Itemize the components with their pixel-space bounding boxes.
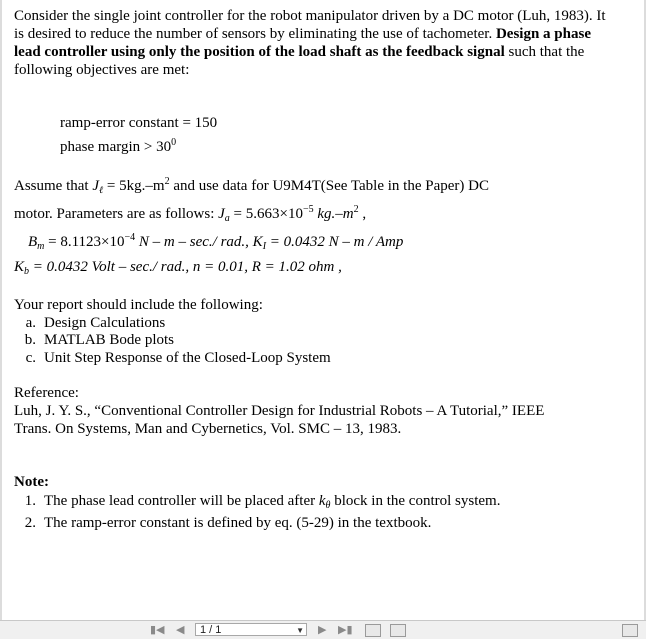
assume-line (14, 177, 489, 195)
ja-unit: kg.–m (313, 206, 354, 222)
ja-exponent: −5 (302, 204, 314, 215)
ja-symbol: J (218, 206, 225, 222)
report-item-b (14, 331, 174, 349)
assume-suffix: and use data for U9M4T(See Table in the Paper) DC (169, 178, 489, 194)
intro-bold-text: Design a phase lead controller using only the position of the load shaft as the feedback signal (14, 26, 591, 60)
motor-params-line (14, 205, 366, 223)
motor-params-text: motor. Parameters are as follows: (14, 206, 219, 222)
note-item-text-end: block in the control system. (330, 493, 501, 509)
kb-line (14, 258, 342, 276)
chevron-down-icon: ▼ (296, 626, 304, 635)
viewer-toolbar (0, 620, 646, 639)
bm-ki-line (28, 233, 403, 251)
note-item-2 (14, 514, 431, 532)
first-page-icon[interactable]: ▮◀ (150, 624, 165, 636)
reference-line-2: Trans. On Systems, Man and Cybernetics, Vol. SMC – 13, 1983. (14, 421, 402, 437)
save-icon[interactable] (365, 624, 381, 637)
ki-value: = 0.0432 N – m / Amp (266, 234, 404, 250)
report-item-marker: a. (25, 315, 36, 331)
jl-value: = 5kg.–m (103, 178, 165, 194)
ja-end: , (358, 206, 367, 222)
report-item-a (14, 314, 165, 332)
phase-margin-degree: 0 (171, 137, 177, 148)
phase-margin-text: phase margin > 30 (60, 139, 172, 155)
phase-margin-objective (60, 138, 176, 156)
kb-subscript: b (24, 266, 30, 277)
report-item-c (14, 349, 331, 367)
report-heading: Your report should include the following: (14, 297, 263, 313)
k-theta-symbol: k (318, 493, 326, 509)
reference-heading: Reference: (14, 385, 79, 401)
ja-value: = 5.663×10 (229, 206, 303, 222)
intro-paragraph (14, 7, 614, 79)
print-icon[interactable] (390, 624, 406, 637)
note-item-1 (14, 492, 500, 510)
page-indicator-text: 1 / 1 (200, 624, 222, 636)
jl-subscript: ℓ (99, 185, 104, 196)
bm-value: = 8.1123×10 (44, 234, 125, 250)
last-page-icon[interactable]: ▶▮ (338, 624, 353, 636)
report-item-marker: c. (25, 350, 36, 366)
page-number-select[interactable] (195, 623, 307, 636)
page-border-left (0, 0, 2, 620)
ja-unit-exponent: 2 (353, 204, 359, 215)
kb-value: = 0.0432 Volt – sec./ rad., n = 0.01, R = 1.02 ohm , (29, 259, 342, 275)
ki-subscript: I (262, 241, 267, 252)
report-item-text: MATLAB Bode plots (44, 332, 175, 348)
note-item-text: The ramp-error constant is defined by eq. (5-29) in the textbook. (44, 515, 432, 531)
note-item-text: The phase lead controller will be placed after (44, 493, 319, 509)
jl-symbol: J (92, 178, 99, 194)
kb-symbol: K (14, 259, 25, 275)
next-page-icon[interactable]: ▶ (318, 624, 327, 636)
k-theta-subscript: θ (325, 500, 331, 511)
report-item-text: Unit Step Response of the Closed-Loop System (44, 350, 331, 366)
note-item-number: 2. (24, 515, 36, 531)
ki-symbol: K (252, 234, 263, 250)
note-heading: Note: (14, 474, 49, 490)
intro-text: Consider the single joint controller for the robot manipulator driven by a DC motor (Luh, 1983). It is desired to reduce the number of sensors by eliminating the use of tachometer. (14, 8, 606, 42)
bm-exponent: −4 (124, 232, 136, 243)
bm-symbol: B (28, 234, 38, 250)
intro-tail-text: such that the following objectives are met: (14, 44, 585, 78)
reference-line-1: Luh, J. Y. S., “Conventional Controller Design for Industrial Robots – A Tutorial,” IEEE (14, 403, 545, 419)
report-item-text: Design Calculations (44, 315, 166, 331)
ramp-error-objective: ramp-error constant = 150 (60, 115, 218, 131)
bm-subscript: m (37, 241, 45, 252)
report-item-marker: b. (24, 332, 36, 348)
page-view-icon[interactable] (622, 624, 638, 637)
assume-prefix: Assume that (14, 178, 93, 194)
note-item-number: 1. (24, 493, 36, 509)
previous-page-icon[interactable]: ◀ (176, 624, 185, 636)
ja-subscript: a (224, 213, 230, 224)
bm-unit: N – m – sec./ rad., (135, 234, 253, 250)
jl-exponent: 2 (164, 176, 170, 187)
